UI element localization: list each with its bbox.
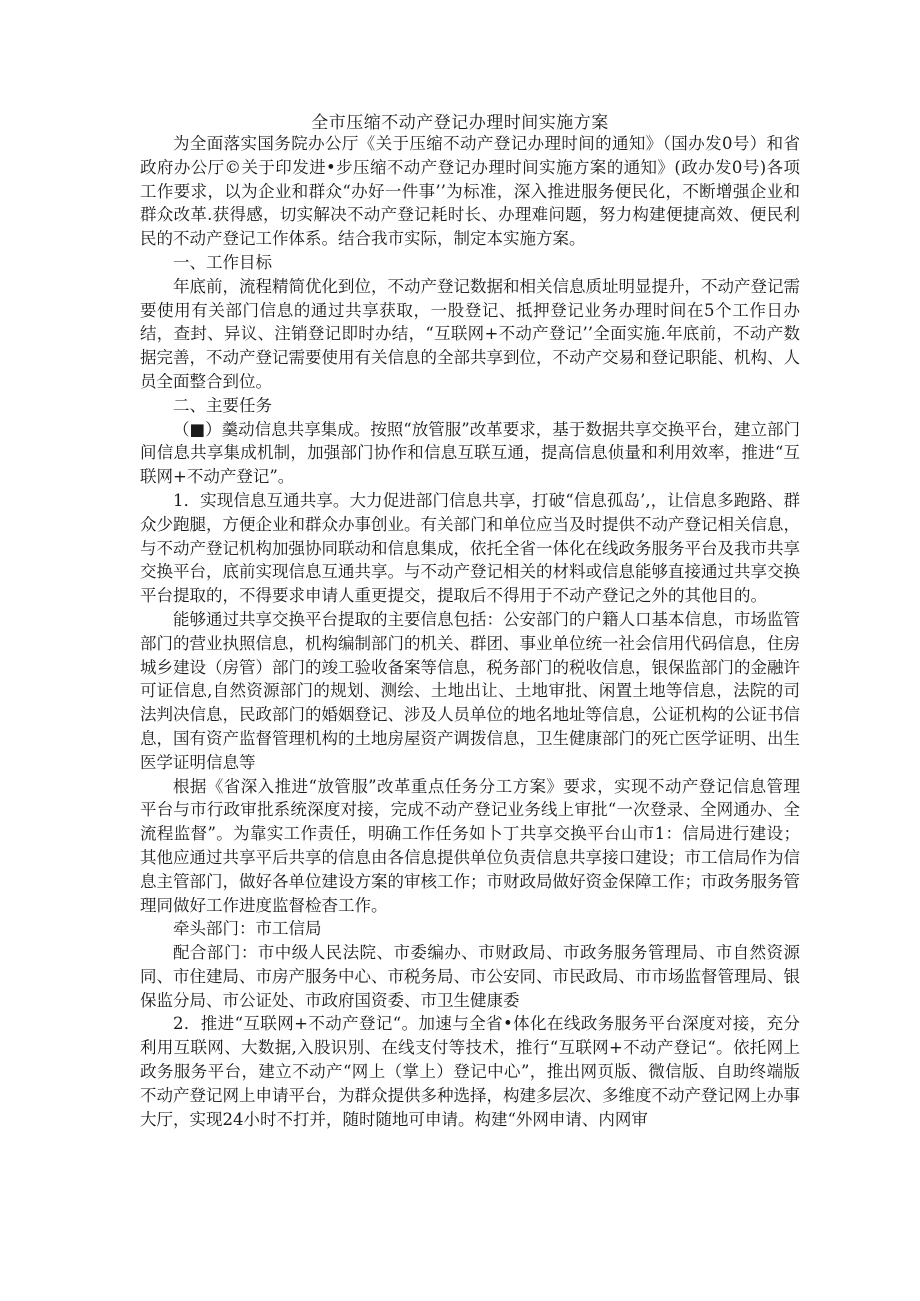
heading-work-goals: 一、工作目标 <box>173 252 272 272</box>
paragraph-goals: 年底前，流程精简优化到位，不动产登记数据和相关信息质址明显提升，不动产登记需要使用有关部门信息的通过共享获取，一股登记、抵押登记业务办理时间在5个工作日办结，查封、异议、注销登记即时办结，“互联网+不动产登记’’全面实施.年底前，不动产数据完善，不动产登记需要使用有关信息的全部共享到位，不动产交易和登记职能、机构、人员全面整合到位。 <box>140 276 800 391</box>
paragraph-intro: 为全面落实国务院办公厅《关于压缩不动产登记办理时间的通知》（国办发0号）和省政府办公厅©关于印发进•步压缩不动产登记办理时间实施方案的通知》(政办发0号)各项工作要求，以为企业和群众“办好一件事’’为标准，深入推进服务便民化，不断增强企业和群众改革.获得感，切实解决不动产登记耗时长、办理难问题，努力构建便捷高效、便民利民的不动产登记工作体系。结合我市实际，制定本实施方案。 <box>140 134 800 249</box>
document-body <box>140 132 800 1131</box>
document-title: 全市压缩不动产登记办理时间实施方案 <box>311 113 609 133</box>
paragraph-according-plan: 根据《省深入推进“放管服”改革重点任务分工方案》要求，实现不动产登记信息管理平台与市行政审批系统深度对接，完成不动产登记业务线上审批“一次登录、全网通办、全流程监督”。为靠实工作责任，明确工作任务如卜丁共享交换平台山市1：信局进行建设；其他应通过共享平后共享的信息由各信息提供单位负责信息共享接口建设；市工信局作为信息主管部门，做好各单位建设方案的审核工作；市财政局做好资金保障工作；市政务服务管理同做好工作进度监督检杳工作。 <box>140 776 800 915</box>
paragraph-shared-info-list: 能够通过共享交换平台提取的主要信息包括：公安部门的户籍人口基本信息，市场监管部门的营业执照信息，机构编制部门的机关、群团、事业单位统一社会信用代码信息，住房城乡建设（房管）部门的竣工验收备案等信息，税务部门的税收信息，银保监部门的金融许可证信息,自然资源部门的规划、测绘、土地出让、土地审批、闲置土地等信息，法院的司法判决信息，民政部门的婚姻登记、涉及人员单位的地名地址等信息，公证机构的公证书信息，国有资产监督管理机构的土地房屋资产调拨信息，卫生健康部门的死亡医学证明、出生医学证明信息等 <box>140 609 800 772</box>
heading-main-tasks: 二、主要任务 <box>173 395 272 415</box>
paragraph-item-2: 2．推进“互联网+不动产登记“。加速与全省•体化在线政务服务平台深度对接，充分利用互联网、大数据,入股识別、在线支付等技术，推行“互联网+不动产登记“。依托网上政务服务平台，建立不动产“网上（掌上）登记中心”，推出网页版、微信版、自助终端版不动产登记网上申请平台，为群众提供多种选择，构建多层次、多维度不动产登记网上办事大厅，实现24小时不打并，随时随地可申请。构建“外网申请、内网审 <box>140 1014 800 1129</box>
paragraph-item-1: 1．实现信息互通共享。大力促进部门信息共享，打破“信息孤岛’,，让信息多跑路、群众少跑腿，方便企业和群众办事创业。有关部门和单位应当及时提供不动产登记相关信息，与不动产登记机构加强协同联动和信息集成，依托全省一体化在线政务服务平台及我市共享交换平台，底前实现信息互通共享。与不动产登记相关的材料或信息能够直接通过共享交换平台提取的，不得要求申请人重更提交，提取后不得用于不动产登记之外的其他目的。 <box>140 490 800 606</box>
paragraph-cooperating-departments: 配合部门：市中级人民法院、市委编办、市财政局、市政务服务管理局、市自然资源同、市住建局、市房产服务中心、市税务局、市公安同、市民政局、市市场监督管理局、银保监分局、市公证处、市政府国资委、市卫生健康委 <box>140 943 800 1010</box>
paragraph-task-info-sharing: （■）羹动信息共享集成。按照“放管服”改革要求，基于数据共享交换平台，建立部门间信息共享集成机制，加强部门协作和信息互联互通，提高信息侦量和利用效率，推进“互联网+不动产登记”。 <box>140 419 800 487</box>
paragraph-lead-department: 牵头部门：市工信局 <box>173 919 322 939</box>
